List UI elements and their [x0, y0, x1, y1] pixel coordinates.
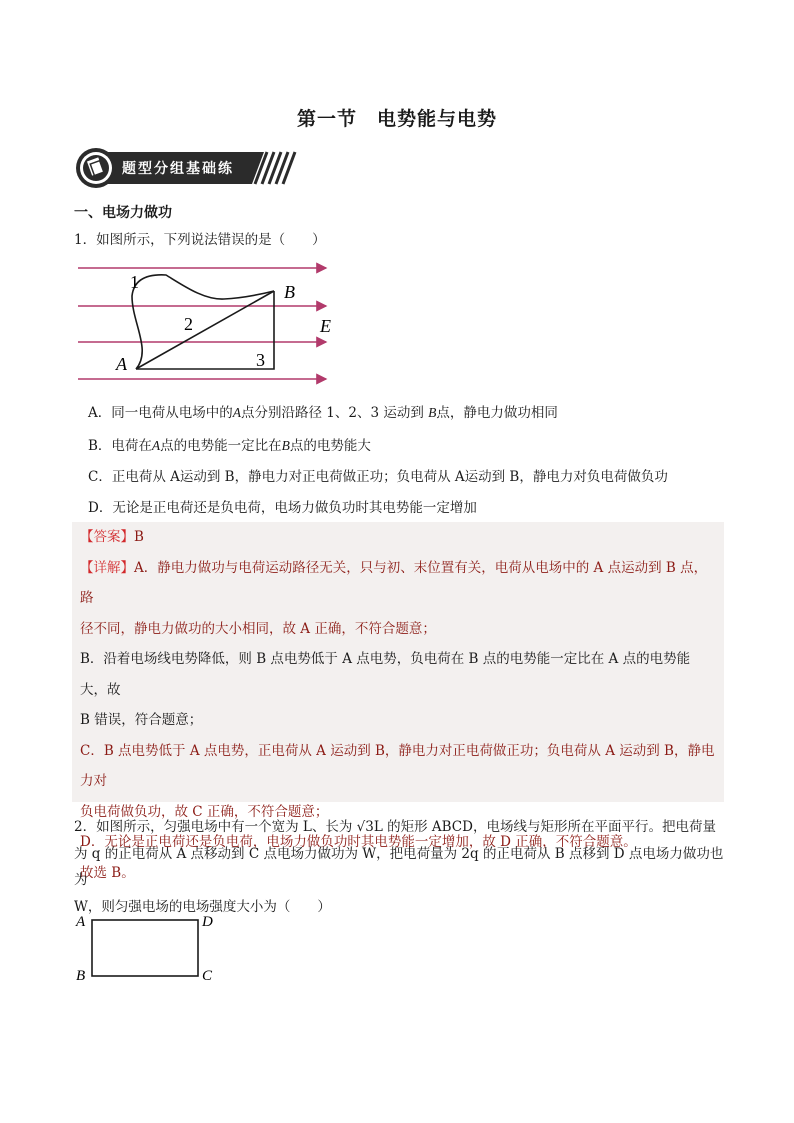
answer-value: B: [134, 529, 144, 545]
detail-line: 故选 B。: [80, 864, 135, 881]
question-1-figure: [74, 258, 344, 390]
label-D: D: [202, 914, 213, 930]
detail-line: C．B 点电势低于 A 点电势，正电荷从 A 运动到 B，静电力对正电荷做正功；负电荷从 A 运动到 B，静电力对: [80, 742, 715, 789]
question-2-line: 2．如图所示，匀强电场中有一个宽为 L、长为 √3L 的矩形 ABCD，电场线与矩形所在平面平行。把电荷量: [74, 819, 716, 835]
option-c[interactable]: C．正电荷从 A运动到 B，静电力对正电荷做正功；负电荷从 A运动到 B，静电力对负电荷做负功: [88, 469, 668, 485]
path-2: [136, 291, 274, 369]
question-2-stem: [74, 814, 724, 920]
label-point-B: B: [284, 282, 295, 302]
label-field-E: E: [320, 316, 331, 336]
rectangle-abcd: [92, 920, 198, 976]
paths: [132, 275, 274, 369]
detail-line: [72, 553, 724, 614]
detail-line: B．沿着电场线电势降低，则 B 点电势低于 A 点电势，负电荷在 B 点的电势能一定比在 A 点的电势能大，故: [80, 651, 691, 698]
detail-line: D．无论是正电荷还是负电荷，电场力做负功时其电势能一定增加，故 D 正确，不符合题意。: [80, 834, 637, 850]
answer-tag: 【答案】: [80, 529, 134, 545]
option-d[interactable]: D．无论是正电荷还是负电荷，电场力做负功时其电势能一定增加: [88, 500, 477, 516]
path-1: [132, 275, 274, 369]
label-B: B: [76, 968, 86, 984]
label-path-3: 3: [256, 350, 265, 370]
question-2-figure: [74, 910, 234, 990]
detail-line: B 错误，符合题意；: [80, 712, 203, 728]
label-A: A: [76, 914, 86, 930]
section-banner: [74, 148, 304, 188]
page-title: 第一节 电势能与电势: [296, 108, 497, 130]
detail-line: 负电荷做负功，故 C 正确，不符合题意；: [80, 803, 329, 820]
detail-text: A．静电力做功与电荷运动路径无关，只与初、末位置有关，电荷从电场中的 A 点运动到 B 点，路: [80, 559, 708, 606]
option-b[interactable]: B．电荷在A点的电势能一定比在B点的电势能大: [88, 438, 371, 454]
option-a[interactable]: A．同一电荷从电场中的A点分别沿路径 1、2、3 运动到 B点，静电力做功相同: [88, 405, 558, 421]
section-heading: 一、电场力做功: [74, 205, 172, 221]
detail-tag: 【详解】: [80, 559, 134, 576]
question-2-line: W，则匀强电场的电场强度大小为（ ）: [74, 898, 331, 915]
answer-line: [72, 522, 724, 553]
question-2-line: 为 q 的正电荷从 A 点移动到 C 点电场力做功为 W，把电荷量为 2q 的正电荷从 B 点移到 D 点电场力做功也为: [74, 845, 724, 888]
banner-label: 题型分组基础练: [122, 161, 234, 177]
label-point-A: A: [116, 354, 127, 374]
label-C: C: [202, 968, 213, 984]
label-path-1: 1: [130, 272, 139, 292]
question-1-stem: 1．如图所示，下列说法错误的是（ ）: [74, 232, 326, 248]
detail-line: 径不同，静电力做功的大小相同，故 A 正确，不符合题意；: [80, 620, 436, 637]
label-path-2: 2: [184, 314, 193, 334]
